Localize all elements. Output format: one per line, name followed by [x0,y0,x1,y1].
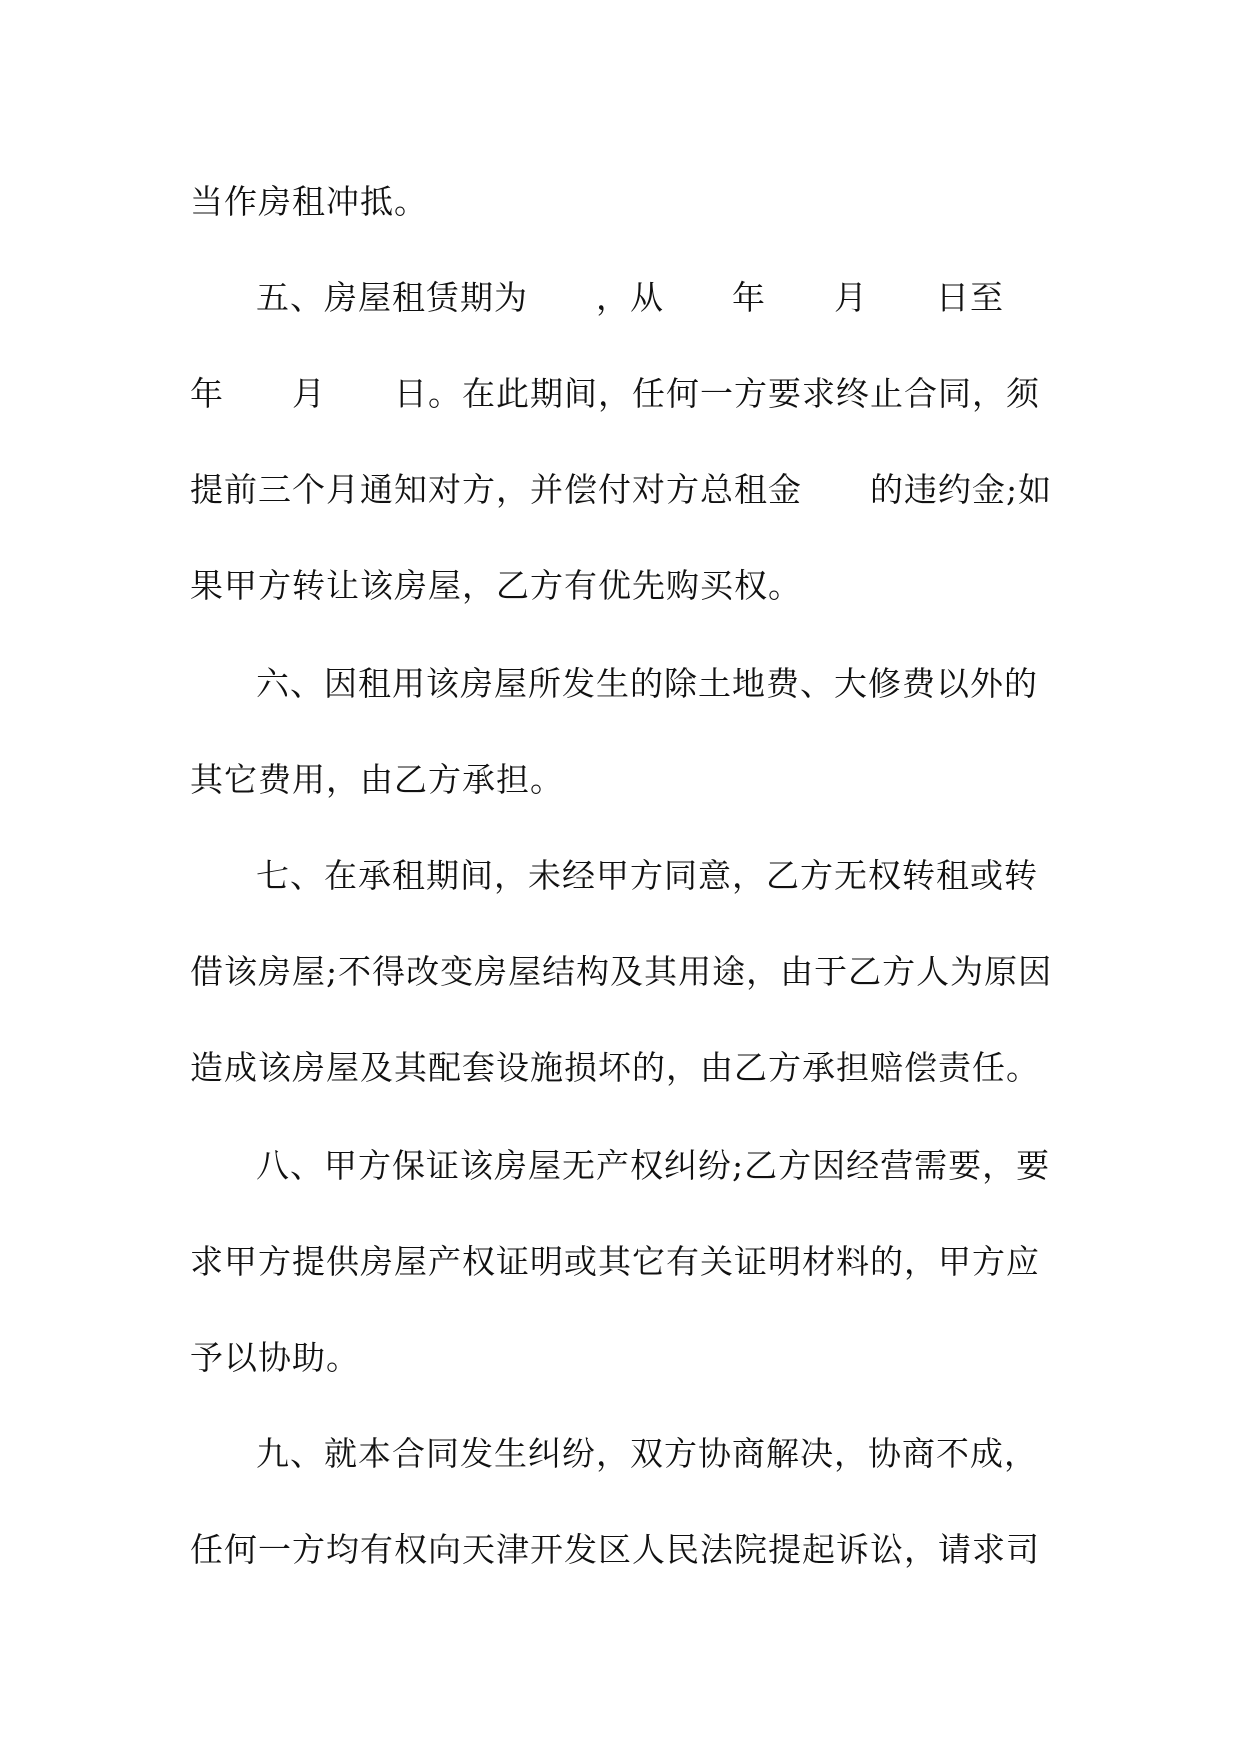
text-line-1: 当作房租冲抵。 [190,182,428,221]
clause-8-line-1: 八、甲方保证该房屋无产权纠纷;乙方因经营需要，要 [256,1146,1051,1185]
clause-5-line-2: 年 月 日。在此期间，任何一方要求终止合同，须 [190,374,1040,413]
clause-6-line-2: 其它费用，由乙方承担。 [190,760,564,799]
clause-5-line-3: 提前三个月通知对方，并偿付对方总租金 的违约金;如 [190,470,1053,509]
clause-5-line-1: 五、房屋租赁期为 ，从 年 月 日至 [256,278,1004,317]
clause-7-line-3: 造成该房屋及其配套设施损坏的，由乙方承担赔偿责任。 [190,1048,1040,1087]
clause-9-line-1: 九、就本合同发生纠纷，双方协商解决，协商不成， [256,1434,1038,1473]
clause-7-line-1: 七、在承租期间，未经甲方同意，乙方无权转租或转 [256,856,1038,895]
clause-9-line-2: 任何一方均有权向天津开发区人民法院提起诉讼，请求司 [190,1530,1040,1569]
clause-8-line-2: 求甲方提供房屋产权证明或其它有关证明材料的，甲方应 [190,1242,1040,1281]
clause-8-line-3: 予以协助。 [190,1338,360,1377]
clause-5-line-4: 果甲方转让该房屋，乙方有优先购买权。 [190,566,802,605]
clause-6-line-1: 六、因租用该房屋所发生的除土地费、大修费以外的 [256,664,1038,703]
clause-7-line-2: 借该房屋;不得改变房屋结构及其用途，由于乙方人为原因 [190,952,1053,991]
